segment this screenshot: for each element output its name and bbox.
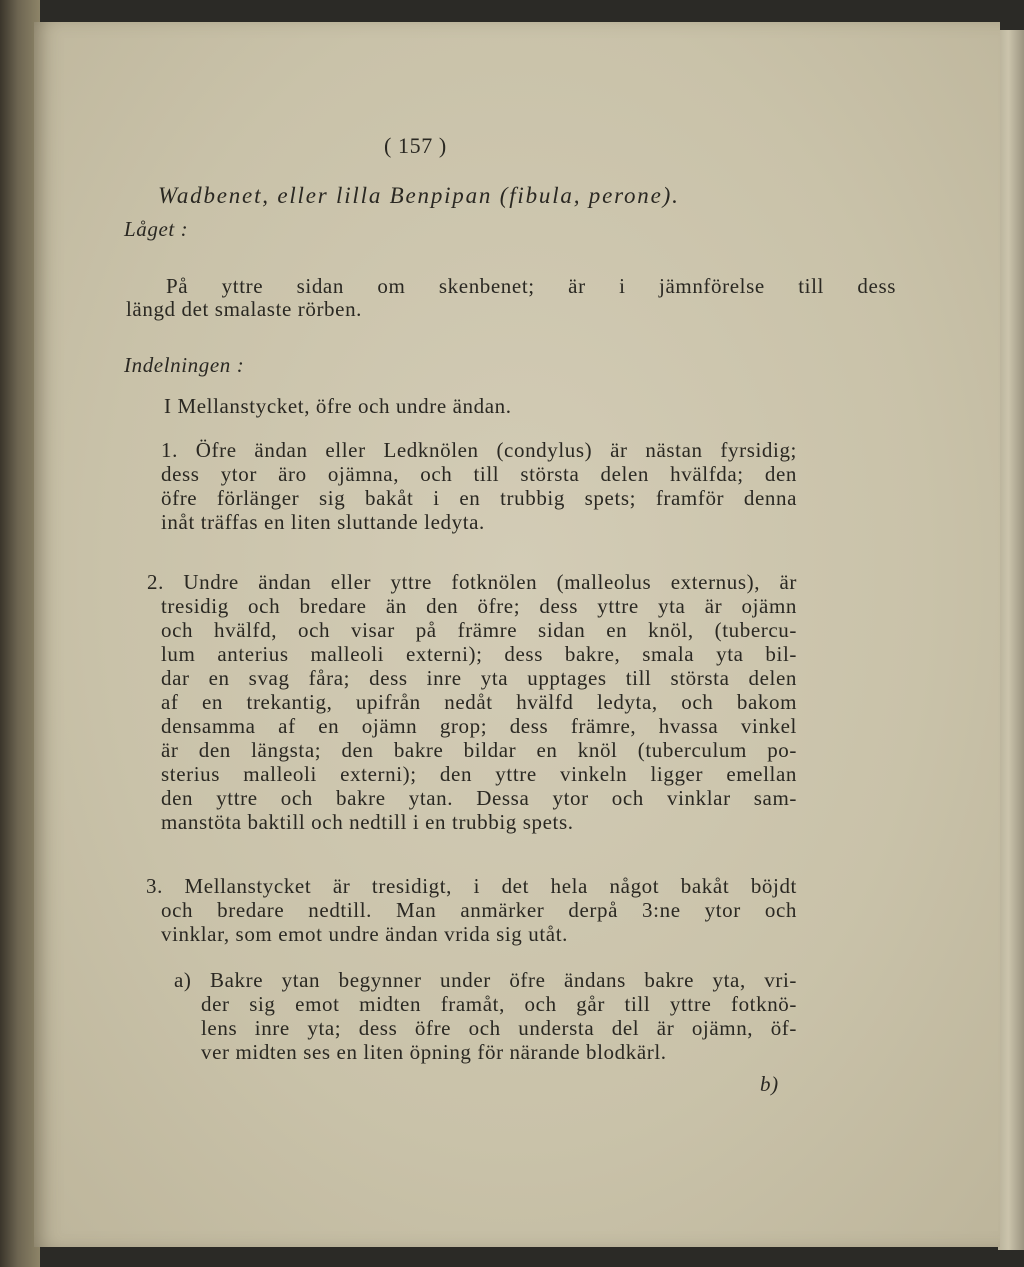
item2-line-5: dar en svag fåra; dess inre yta upptages till största delen bbox=[161, 666, 797, 690]
indelningen-heading: Indelningen : bbox=[124, 353, 245, 377]
item2-line-8: är den längsta; den bakre bildar en knöl (tuberculum po- bbox=[161, 738, 797, 762]
item3-line-3: vinklar, som emot undre ändan vrida sig utåt. bbox=[161, 922, 568, 946]
book-page bbox=[34, 22, 1000, 1247]
item1-line-4: inåt träffas en liten sluttande ledyta. bbox=[161, 510, 485, 534]
item3-line-1: 3. Mellanstycket är tresidigt, i det hela något bakåt böjdt bbox=[146, 874, 797, 898]
item3a-line-2: der sig emot midten framåt, och går till yttre fotknö- bbox=[201, 992, 797, 1016]
item3-line-2: och bredare nedtill. Man anmärker derpå 3:ne ytor och bbox=[161, 898, 797, 922]
laget-heading: Låget : bbox=[124, 217, 189, 241]
laget-line-2: längd det smalaste rörben. bbox=[126, 297, 363, 321]
item2-line-9: sterius malleoli externi); den yttre vinkeln ligger emellan bbox=[161, 762, 797, 786]
page-number: ( 157 ) bbox=[384, 133, 447, 158]
item3a-line-4: ver midten ses en liten öpning för närande blodkärl. bbox=[201, 1040, 667, 1064]
item3a-line-1: a) Bakre ytan begynner under öfre ändans bakre yta, vri- bbox=[174, 968, 797, 992]
indelningen-intro: I Mellanstycket, öfre och undre ändan. bbox=[164, 394, 512, 418]
chapter-title: Wadbenet, eller lilla Benpipan (fibula, perone). bbox=[158, 183, 680, 208]
item2-line-10: den yttre och bakre ytan. Dessa ytor och vinklar sam- bbox=[161, 786, 797, 810]
catchword: b) bbox=[760, 1072, 779, 1096]
item1-line-1: 1. Öfre ändan eller Ledknölen (condylus) är nästan fyrsidig; bbox=[161, 438, 797, 462]
item2-line-7: densamma af en ojämn grop; dess främre, hvassa vinkel bbox=[161, 714, 797, 738]
item2-line-3: och hvälfd, och visar på främre sidan en knöl, (tubercu- bbox=[161, 618, 797, 642]
item1-line-3: öfre förlänger sig bakåt i en trubbig spets; framför denna bbox=[161, 486, 797, 510]
item2-line-2: tresidig och bredare än den öfre; dess yttre yta är ojämn bbox=[161, 594, 797, 618]
item2-line-1: 2. Undre ändan eller yttre fotknölen (malleolus externus), är bbox=[147, 570, 797, 594]
item1-line-2: dess ytor äro ojämna, och till största delen hvälfda; den bbox=[161, 462, 797, 486]
item2-line-6: af en trekantig, upifrån nedåt hvälfd ledyta, och bakom bbox=[161, 690, 797, 714]
page-edges bbox=[998, 30, 1024, 1250]
item2-line-11: manstöta baktill och nedtill i en trubbig spets. bbox=[161, 810, 574, 834]
item2-line-4: lum anterius malleoli externi); dess bakre, smala yta bil- bbox=[161, 642, 797, 666]
laget-line-1: På yttre sidan om skenbenet; är i jämnförelse till dess bbox=[166, 274, 896, 298]
item3a-line-3: lens inre yta; dess öfre och understa del är ojämn, öf- bbox=[201, 1016, 797, 1040]
